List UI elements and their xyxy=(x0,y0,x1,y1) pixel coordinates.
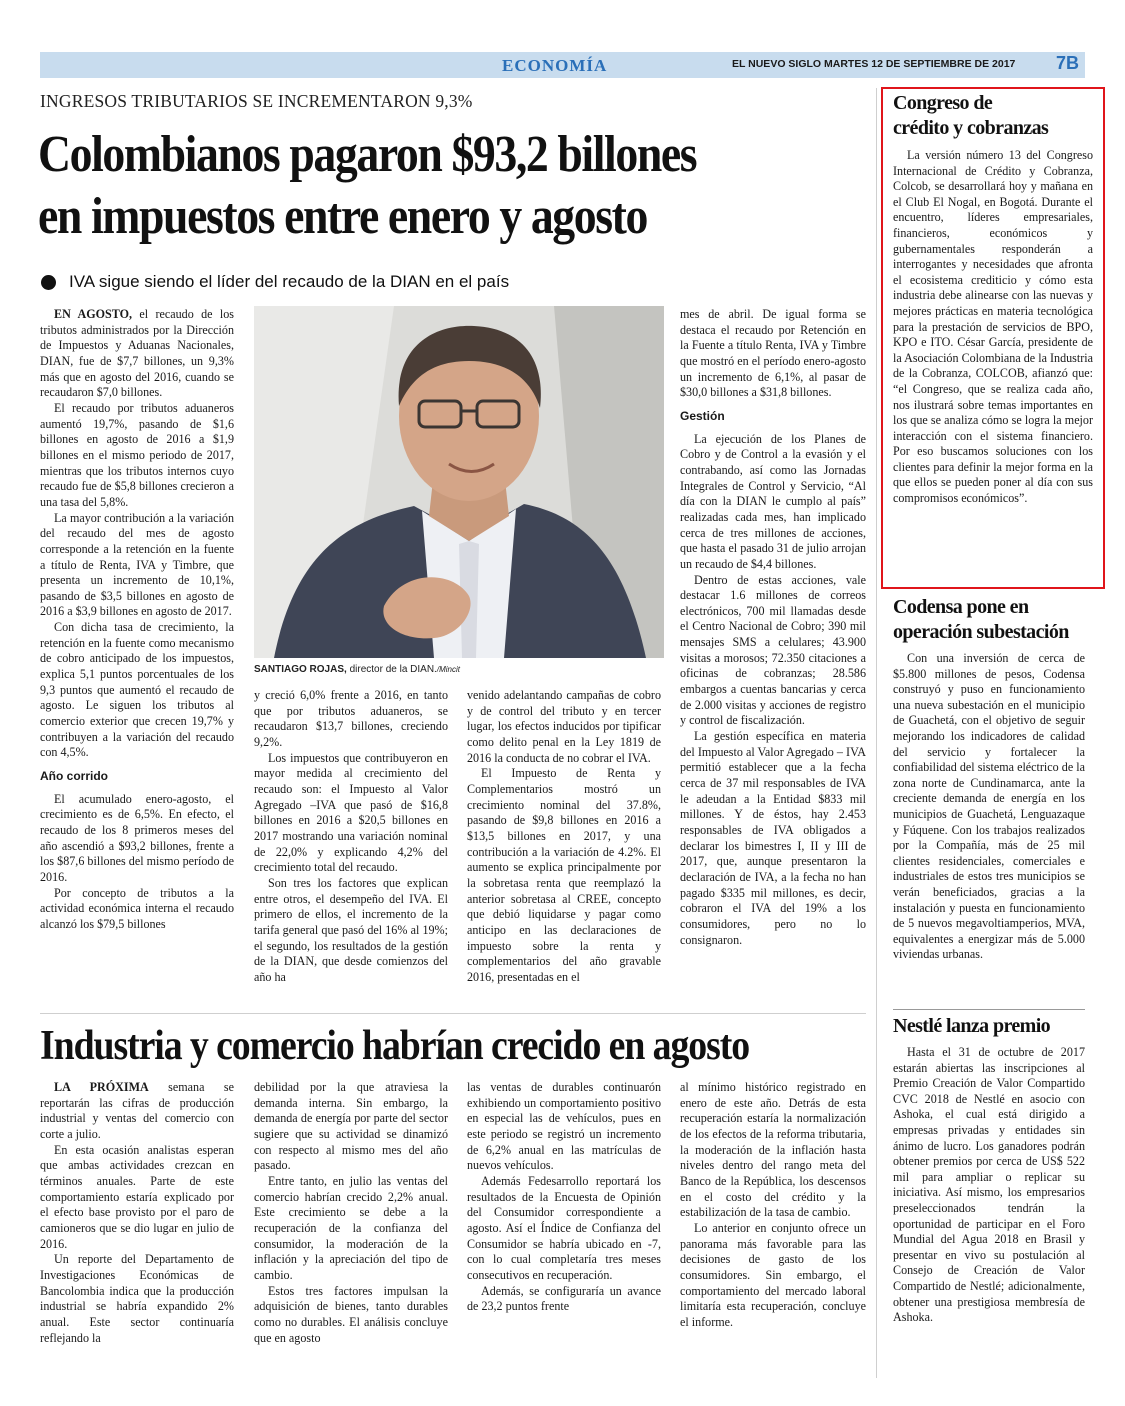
second-column-3 xyxy=(467,1080,661,1315)
sidebar-divider xyxy=(876,88,877,1378)
second-headline: Industria y comercio habrían crecido en agosto xyxy=(40,1023,750,1069)
article-paragraph: Un reporte del Departamento de Investigaciones Económicas de Bancolombia indica que la producción industrial se habría expandido 2% anual. Este sector continuaría reflejando la xyxy=(40,1252,234,1345)
article-paragraph: El recaudo por tributos aduaneros aumentó 19,7%, pasando de $1,6 billones en agosto de 2016 a $1,9 billones en el mismo periodo de 2017, mientras que los tributos internos cuyo recaudo fue de $5,8 billones crecieron a una tasa del 5,8%. xyxy=(40,400,234,509)
article-paragraph: La gestión específica en materia del Impuesto al Valor Agregado – IVA permitió establecer que a la fecha cerca de 37 mil responsables de IVA le adeudan a la Entidad $833 mil millones. Y de éstos, hay 2.453 responsables de IVA obligados a declarar los bimestres I, II y III de 2017, que, aunque presentaron la declaración de IVA, a la fecha no han pagado $335 mil millones, es decir, cobraron el IVA del 19% a los consumidores, pero no lo consignaron. xyxy=(680,729,866,947)
second-column-1 xyxy=(40,1080,234,1346)
article-paragraph: y creció 6,0% frente a 2016, en tanto que por tributos aduaneros, se recaudaron $13,7 billones, creciendo 9,2%. xyxy=(254,688,448,749)
lead-in: LA PRÓXIMA xyxy=(54,1080,149,1094)
article-paragraph: El acumulado enero-agosto, el crecimiento es de 6,5%. En efecto, el recaudo de los 8 primeros meses del año ascendió a $93,2 billones, frente a los $87,6 billones del mismo período de 2016. xyxy=(40,791,234,884)
article-paragraph: Dentro de estas acciones, vale destacar 1.6 millones de correos electrónicos, 700 mil llamadas desde el Centro Nacional de Cobro; 390 mil mensajes SMS a celulares; 43.900 visitas a morosos; 72.350 citaciones a oficinas de cobranzas; 28.586 embargos a cuentas bancarias y cerca de 2.000 visitas y acciones de registro y control de fiscalización. xyxy=(680,572,866,728)
brief-text: La versión número 13 del Congreso Internacional de Crédito y Cobranza, Colcob, se desarrollará hoy y mañana en el Club El Nogal, en Bogotá. Durante el encuentro, líderes empresariales, financieros, económicos y gubernamentales responderán a interrogantes y necesidades que afronta el ecosistema crediticio y cómo esta industria debe alinearse con las nuevas y mejores prácticas en materia tecnológica para la prestación de servicios de BPO, KPO e ITO. César García, presidente de la Asociación Colombiana de la Industria de la Cobranza, COLCOB, afianzó que: “el Congreso, que se realiza cada año, nos ilustrará sobre temas importantes en los que se analiza cómo se logra la mejor interacción con el sistema financiero. Por eso buscamos soluciones con los clientes para definir la mejor forma en la que ellos se pueden poner al día con sus compromisos económicos”. xyxy=(893,148,1093,506)
main-column-2 xyxy=(254,688,448,985)
article-paragraph: al mínimo histórico registrado en enero de este año. Detrás de esta recuperación estaría la normalización de los efectos de la reforma tributaria, la moderación de la inflación hasta niveles dentro del rango meta del Banco de la República, los descensos en el costo del crédito y la estabilización de la tasa de cambio. xyxy=(680,1080,866,1220)
article-paragraph: mes de abril. De igual forma se destaca el recaudo por Retención en la Fuente a título Renta, IVA y Timbre que mostró en el período enero-agosto un incremento de 6,1%, al pasar de $30,0 billones a $31,8 billones. xyxy=(680,307,866,400)
article-paragraph: Los impuestos que contribuyeron en mayor medida al crecimiento del recaudo son: el Impuesto al Valor Agregado –IVA que pasó de $16,8 billones en 2016 a $20,5 billones en 2017 mostrando una variación nominal de 22,0% y explicando 4,2% del crecimiento total del recaudo. xyxy=(254,750,448,875)
story-divider xyxy=(40,1013,866,1014)
photo-caption xyxy=(254,664,460,675)
main-column-4 xyxy=(680,307,866,948)
article-paragraph: Son tres los factores que explican entre otros, el desempeño del IVA. El primero de ellos, el incremento de la tarifa general que pasó del 16% al 19%; el segundo, los resultados de la gestión de la DIAN, que desde comienzos del año ha xyxy=(254,875,448,984)
brief-divider xyxy=(893,1009,1085,1010)
portrait-photo xyxy=(254,306,664,658)
brief-text: Con una inversión de cerca de $5.800 millones de pesos, Codensa construyó y puso en funcionamiento una nueva subestación en el municipio de Guachetá, con el objetivo de seguir mejorando los indicadores de calidad del servicio y fortalecer la confiabilidad del sistema eléctrico de la zona norte de Cundinamarca, ante la creciente demanda de energía en los municipios de Guachetá, Lenguazaque y Fúquene. Con los trabajos realizados por la Compañía, más de 25 mil clientes residenciales, comerciales e industriales de estos tres municipios se verán beneficiados, gracias a la instalación y puesta en funcionamiento de 5 nuevos megavoltiamperios, MVA, equivalentes a energizar más de 5.000 viviendas urbanas. xyxy=(893,651,1085,962)
main-column-1 xyxy=(40,307,234,933)
bullet-icon xyxy=(41,275,56,290)
section-subheading: Año corrido xyxy=(40,769,108,784)
article-paragraph: Entre tanto, en julio las ventas del comercio habrían crecido 2,2% anual. Este crecimiento se debe a la recuperación de la confianza del consumidor, la moderación de la inflación y la apreciación del tipo de cambio. xyxy=(254,1173,448,1282)
second-column-2 xyxy=(254,1080,448,1346)
lead-in: EN AGOSTO, xyxy=(54,307,133,321)
article-paragraph: Estos tres factores impulsan la adquisición de bienes, tanto durables como no durables. El análisis concluye que en agosto xyxy=(254,1283,448,1345)
main-column-3 xyxy=(467,688,661,985)
article-paragraph: venido adelantando campañas de cobro y de control del tributo y en tercer lugar, los efectos inducidos por tipificar como delito penal en la Ley 1819 de 2016 la conducta de no cobrar el IVA. xyxy=(467,688,661,765)
brief-text: Hasta el 31 de octubre de 2017 estarán abiertas las inscripciones al Premio Creación de Valor Compartido CVC 2018 de Nestlé en asocio con Ashoka, el cual está dirigido a empresas privadas y entidades sin ánimo de lucro. Los ganadores podrán obtener premios por cerca de US$ 522 mil para ampliar o replicar su iniciativa. Así mismo, los empresarios preseleccionados tendrán la oportunidad de participar en el Foro Mundial del Agua 2018 en Brasil y presentar en vivo su postulación al Consejo de Creación de Valor Compartido de Nestlé; adicionalmente, obtener una prestigiosa membresía de Ashoka. xyxy=(893,1045,1085,1325)
brief-title: Congreso de crédito y cobranzas xyxy=(893,92,1049,139)
page-number: 7B xyxy=(1056,53,1080,73)
article-paragraph: debilidad por la que atraviesa la demanda interna. Sin embargo, la demanda de energía por parte del sector sugiere que su actividad se dinamizó con respecto al mismo mes del año pasado. xyxy=(254,1080,448,1173)
caption-name: SANTIAGO ROJAS, xyxy=(254,664,347,675)
article-paragraph: La mayor contribución a la variación del recaudo del mes de agosto corresponde a la retención en la fuente a título de Renta, IVA y Timbre, que presenta un incremento de 10,1%, pasando de $3,5 billones en agosto de 2016 a $3,9 billones en agosto de 2017. xyxy=(40,510,234,619)
second-column-4 xyxy=(680,1080,866,1331)
article-paragraph: las ventas de durables continuarón exhibiendo un comportamiento positivo en especial las de vehículos, pues en este periodo se registró un incremento de 6,2% anual en las matrículas de nuevos vehículos. xyxy=(467,1080,661,1173)
main-subhead: IVA sigue siendo el líder del recaudo de la DIAN en el país xyxy=(69,272,510,291)
article-paragraph: La ejecución de los Planes de Cobro y de Control a la evasión y el contrabando, así como las Jornadas Integrales de Control y Servicio, “Al día con la DIAN le cumplo al país” realizadas cada mes, han implicado cerca de tres millones de acciones, que hasta el pasado 31 de julio arrojan un recaudo de $4,4 billones. xyxy=(680,431,866,571)
section-label: ECONOMÍA xyxy=(502,56,608,75)
article-paragraph: Por concepto de tributos a la actividad económica interna el recaudo alcanzó los $79,5 billones xyxy=(40,885,234,931)
photo-credit: /Mincit xyxy=(436,665,460,674)
paper-date-info: EL NUEVO SIGLO MARTES 12 DE SEPTIEMBRE DE 2017 xyxy=(732,58,1016,70)
section-subheading: Gestión xyxy=(680,408,725,423)
article-paragraph: EN AGOSTO, el recaudo de los tributos administrados por la Dirección de Impuestos y Aduanas Nacionales, DIAN, fue de $7,7 billones, un 9,3% más que en agosto del 2016, cuando se recaudaron $7,0 billones. xyxy=(40,307,234,400)
brief-title: Codensa pone en operación subestación xyxy=(893,596,1069,643)
photo-illustration xyxy=(254,306,664,658)
headline-line-2: en impuestos entre enero y agosto xyxy=(38,188,647,245)
article-paragraph: LA PRÓXIMA semana se reportarán las cifras de producción industrial y ventas del comercio con corte a julio. xyxy=(40,1080,234,1141)
main-headline xyxy=(38,124,777,248)
story-kicker: INGRESOS TRIBUTARIOS SE INCREMENTARON 9,3% xyxy=(40,91,473,111)
article-paragraph: Además, se configuraría un avance de 23,2 puntos frente xyxy=(467,1283,661,1314)
article-paragraph: En esta ocasión analistas esperan que ambas actividades crezcan en términos anuales. Parte de este comportamiento estaría explicado por el efecto base provisto por el paro de camioneros que se dio lugar en julio de 2016. xyxy=(40,1142,234,1251)
caption-text: director de la DIAN. xyxy=(346,664,437,675)
headline-line-1: Colombianos pagaron $93,2 billones xyxy=(38,126,697,183)
article-paragraph: Lo anterior en conjunto ofrece un panorama más favorable para las decisiones de gasto de los consumidores. Sin embargo, el comportamiento del mercado laboral limitaría esta recuperación, concluye el informe. xyxy=(680,1220,866,1329)
article-paragraph: Con dicha tasa de crecimiento, la retención en la fuente como mecanismo de cobro anticipado de los impuestos, explica 5,1 puntos porcentuales de los 9,3 puntos que aumentó el recaudo de agosto. Le siguen los tributos al comercio exterior que crecen 19,7% y contribuyen a la variación del recaudo con 4,5%. xyxy=(40,620,234,760)
brief-title: Nestlé lanza premio xyxy=(893,1015,1051,1037)
article-paragraph: Además Fedesarrollo reportará los resultados de la Encuesta de Opinión del Consumidor correspondiente a agosto. Así el Índice de Confianza del Consumidor se habría ubicado en -7, con lo cual completaría tres meses consecutivos en recuperación. xyxy=(467,1173,661,1282)
article-paragraph: El Impuesto de Renta y Complementarios mostró un crecimiento nominal del 37.8%, pasando de $9,8 billones en 2016 a $13,5 billones en 2017, y una contribución a la variación de 4.2%. El aumento se explica principalmente por la sobretasa renta que reemplazó la anterior sobretasa al CREE, concepto que debió liquidarse y pagar como anticipo en las declaraciones de impuesto sobre la renta y complementarios del año gravable 2016, presentadas en el xyxy=(467,766,661,984)
